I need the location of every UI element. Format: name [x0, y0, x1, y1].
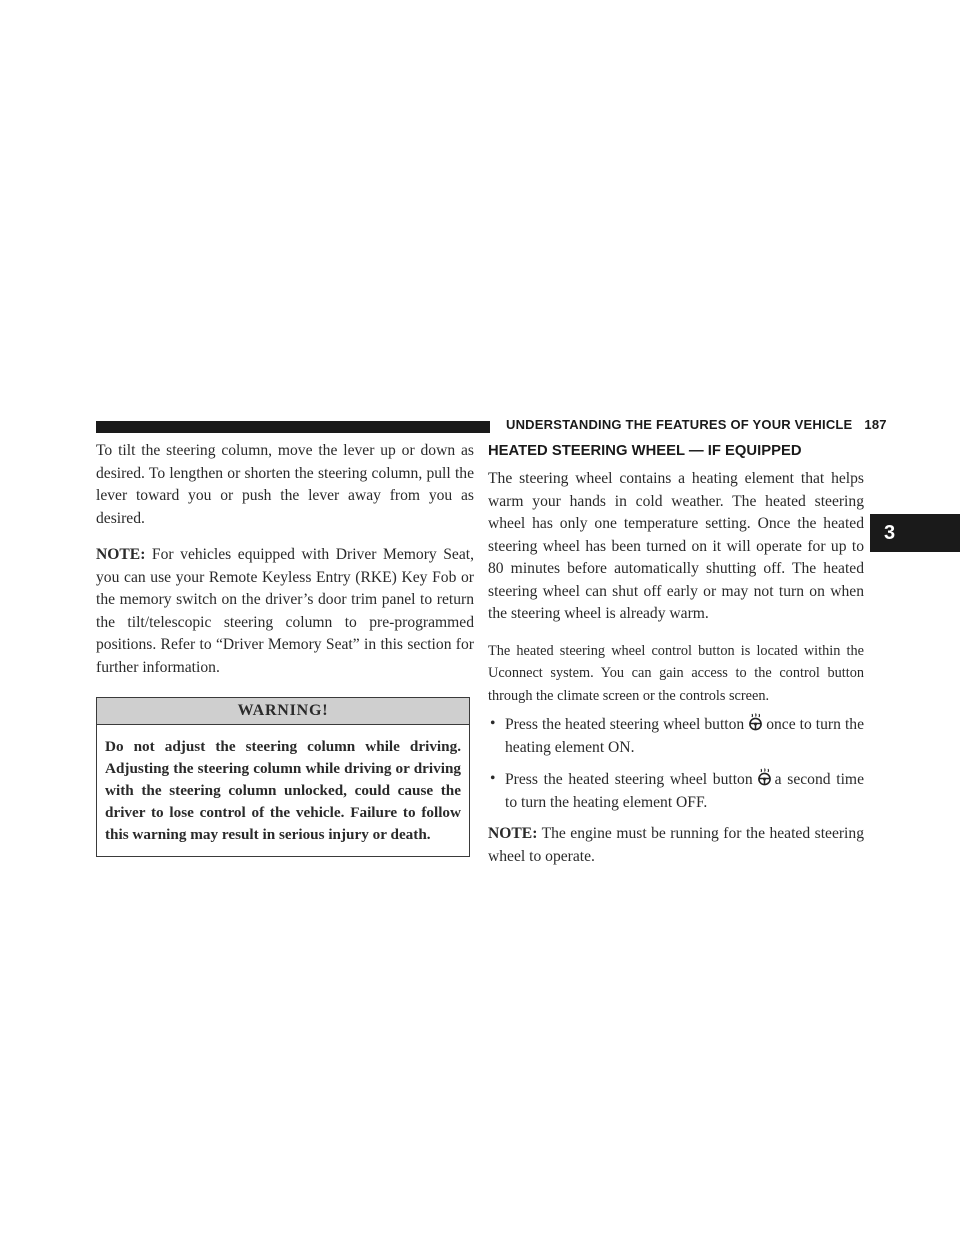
control-button-location: The heated steering wheel control button is located within the Uconnect system. You can gain access to the control button through the climate screen or the controls screen. — [488, 642, 864, 704]
heated-wheel-description: The steering wheel contains a heating element that helps warm your hands in cold weather. The heated steering wheel has only one temperature setting. Once the heated steering wheel has been turned on it will operate for up to 80 minutes before automatically shutting off. The heated steering wheel can shut off early or may not turn on when the steering wheel is already warm. — [488, 470, 864, 622]
note-text: For vehicles equipped with Driver Memory Seat, you can use your Remote Keyless Entry (RKE) Key Fob or the memory switch on the driver’s door trim panel to return the tilt/telescopic steering column to pre-programmed positions. Refer to “Driver Memory Seat” in this section for further information. — [96, 546, 474, 676]
note-label: NOTE: — [96, 546, 146, 563]
note-label: NOTE: — [488, 825, 538, 842]
heated-steering-wheel-icon — [757, 768, 772, 786]
tilt-instructions: To tilt the steering column, move the lever up or down as desired. To lengthen or shorten the steering column, pull the lever toward you or push the lever away from you as desired. — [96, 442, 474, 527]
chapter-tab-number: 3 — [884, 521, 896, 544]
running-header — [506, 417, 887, 432]
warning-box — [96, 697, 470, 857]
note-text: The engine must be running for the heated steering wheel to operate. — [488, 825, 864, 865]
right-column — [488, 440, 864, 868]
bullet-text-after: a second time to turn the heating element OFF. — [505, 771, 864, 811]
left-column — [96, 440, 474, 857]
bullet-text-after: once to turn the heating element ON. — [505, 716, 864, 756]
section-heading: HEATED STEERING WHEEL — IF EQUIPPED — [488, 443, 802, 459]
bullet-text-before: Press the heated steering wheel button — [505, 771, 753, 788]
warning-title: WARNING! — [97, 698, 469, 725]
list-item — [488, 768, 864, 814]
engine-note — [488, 823, 864, 868]
page-number: 187 — [864, 417, 887, 432]
warning-text: Do not adjust the steering column while driving. Adjusting the steering column while driving or driving with the steering column unlocked, could cause the driver to lose control of the vehicle. Failure to follow this warning may result in serious injury or death. — [105, 738, 461, 843]
memory-seat-note — [96, 544, 474, 679]
list-item — [488, 713, 864, 759]
bullet-text-before: Press the heated steering wheel button — [505, 716, 745, 733]
instruction-list — [488, 713, 864, 814]
heated-steering-wheel-icon — [748, 713, 763, 731]
chapter-tab — [870, 514, 960, 552]
header-rule — [96, 421, 490, 433]
header-title: UNDERSTANDING THE FEATURES OF YOUR VEHICLE — [506, 417, 853, 432]
